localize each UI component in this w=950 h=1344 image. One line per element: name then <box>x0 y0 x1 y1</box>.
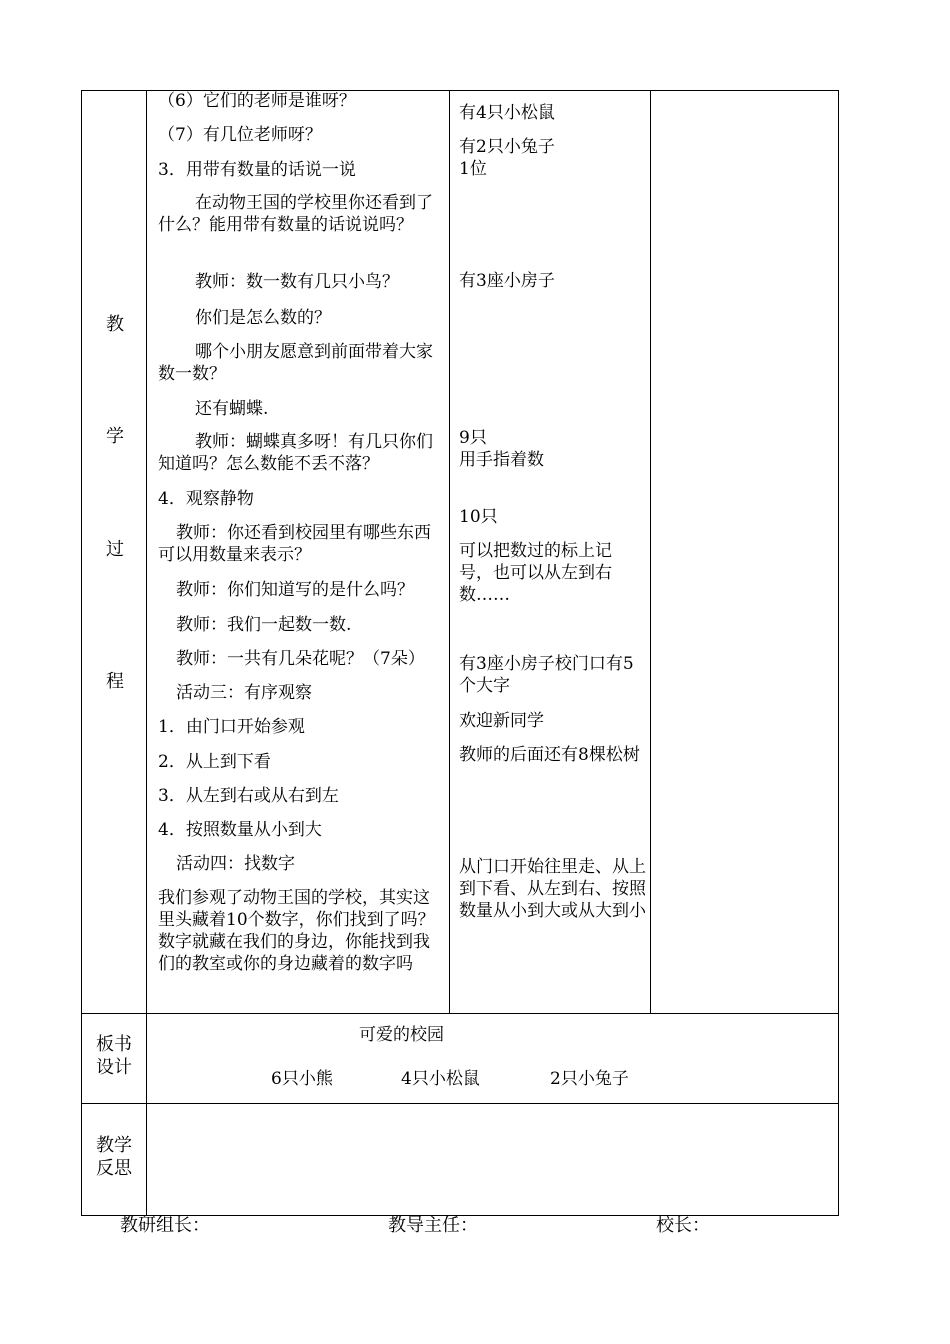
teacher-line: （6）它们的老师是谁呀？ <box>158 91 356 111</box>
row-divider-reflection <box>81 1103 839 1104</box>
student-line: 有4只小松鼠 <box>459 103 555 123</box>
side-label-reflection-1: 教学 <box>96 1135 132 1156</box>
student-line: 10只 <box>459 507 498 527</box>
side-label-process-4: 程 <box>106 671 124 692</box>
side-label-board-1: 板书 <box>96 1034 132 1055</box>
side-label-process-3: 过 <box>106 539 124 560</box>
side-label-reflection-2: 反思 <box>96 1158 132 1179</box>
teacher-line: 2．从上到下看 <box>158 752 271 772</box>
footer-principal: 校长： <box>656 1215 710 1236</box>
teacher-line: （7）有几位老师呀？ <box>158 125 322 145</box>
teacher-line: 活动四：找数字 <box>176 854 295 874</box>
teacher-line: 1．由门口开始参观 <box>158 717 305 737</box>
teacher-line: 你们是怎么数的？ <box>195 308 331 328</box>
table-right-border <box>838 90 839 1216</box>
label-column-divider <box>146 90 147 1216</box>
teacher-line: 教师：一共有几朵花呢？（7朵） <box>176 649 425 669</box>
student-column-divider <box>650 90 651 1014</box>
side-label-process-1: 教 <box>106 314 124 335</box>
student-line: 有3座小房子校门口有5个大字 <box>459 654 634 696</box>
side-label-board-2: 设计 <box>96 1057 132 1078</box>
teacher-line: 教师：你们知道写的是什么吗？ <box>176 580 414 600</box>
board-item: 2只小兔子 <box>550 1069 629 1089</box>
teacher-line: 我们参观了动物王国的学校，其实这里头藏着10个数字，你们找到了吗？数字就藏在我们的身边，你能找到我们的教室或你的身边藏着的数字吗 <box>158 888 435 974</box>
teacher-column-divider <box>449 90 450 1014</box>
footer-group-leader: 教研组长： <box>120 1215 210 1236</box>
teacher-line: 教师：数一数有几只小鸟？ <box>195 272 399 292</box>
teacher-line: 教师：蝴蝶真多呀！有几只你们知道吗？怎么数能不丢不落？ <box>158 432 433 474</box>
table-left-border <box>81 90 82 1216</box>
teacher-line: 教师：你还看到校园里有哪些东西可以用数量来表示？ <box>158 523 431 565</box>
board-title: 可爱的校园 <box>359 1025 444 1045</box>
teacher-line: 教师：我们一起数一数. <box>176 615 352 635</box>
teacher-line: 4．按照数量从小到大 <box>158 820 322 840</box>
teacher-line: 4．观察静物 <box>158 489 254 509</box>
student-line: 教师的后面还有8棵松树 <box>459 745 640 765</box>
student-line: 欢迎新同学 <box>459 711 544 731</box>
board-item: 4只小松鼠 <box>401 1069 480 1089</box>
side-label-process-2: 学 <box>106 426 124 447</box>
row-divider-board <box>81 1013 839 1014</box>
teacher-line: 3．从左到右或从右到左 <box>158 786 339 806</box>
footer-director: 教导主任： <box>388 1215 478 1236</box>
teacher-line: 还有蝴蝶. <box>195 399 269 419</box>
teacher-line: 在动物王国的学校里你还看到了什么？能用带有数量的话说说吗？ <box>158 193 433 235</box>
student-line: 用手指着数 <box>459 450 544 470</box>
student-line: 可以把数过的标上记号，也可以从左到右数…… <box>459 541 612 605</box>
student-line: 从门口开始往里走、从上到下看、从左到右、按照数量从小到大或从大到小 <box>459 857 646 921</box>
teacher-line: 活动三：有序观察 <box>176 683 312 703</box>
student-line: 9只 <box>459 428 487 448</box>
teacher-line: 哪个小朋友愿意到前面带着大家数一数？ <box>158 342 433 384</box>
board-item: 6只小熊 <box>271 1069 333 1089</box>
student-line: 有2只小兔子 <box>459 137 555 157</box>
student-line: 有3座小房子 <box>459 271 555 291</box>
student-line: 1位 <box>459 159 487 179</box>
teacher-line: 3．用带有数量的话说一说 <box>158 160 356 180</box>
